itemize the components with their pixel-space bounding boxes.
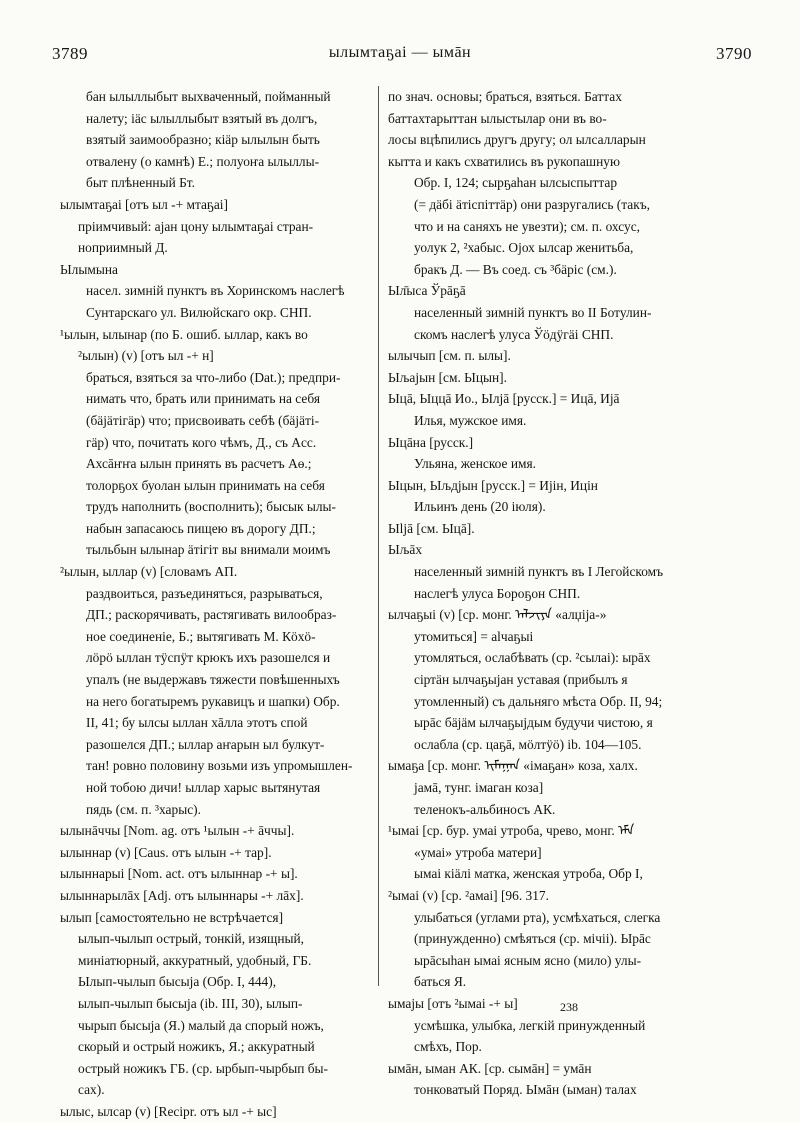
left-column-line: разошелся ДП.; ыллар аҥарын ыл булкут- [86,736,325,752]
left-column-line: взятый заимообразно; кіäр ылылын быть [86,132,320,148]
left-column-line: Ахсāҥҥа ылын принять въ расчетъ Аө.; [86,456,312,472]
right-column-line: лосы вцѣпились другъ другу; ол ылсалларын [388,132,646,148]
right-column-line: ымаҕа [ср. монг. ᠢᠮᠠᠭᠠᠨ «імаҕан» коза, халх. [388,758,638,774]
right-column-line: (= дäбі äтіспіттäр) они разругались (такъ, [414,196,651,212]
right-column-line: ырāсыһан ымаі ясным ясно (мило) улы- [414,952,642,968]
left-column-line: прiимчивый: аjан цону ылымтаҕаі стран- [78,218,314,234]
right-column-line: Ыцāна [русск.] [388,434,474,450]
right-column-line: наслегѣ улуса Бороҕон СНП. [414,585,581,601]
right-column-line: утомиться] = аlчаҕыі [414,628,534,644]
right-column-line: ослабла (ср. цаҕā, мöлтÿö) ib. 104—105. [414,736,642,752]
left-column-line: ²ылын, ыллар (v) [словамъ АП. [60,564,238,580]
page-number-left: 3789 [52,44,88,63]
right-column-line: утомленный) съ дальняго мѣста Обр. II, 94; [414,693,663,709]
right-column-line: сіртäн ылчаҕыјан уставая (прибылъ я [414,672,628,688]
left-column-line: ылыннарылāх [Adj. отъ ылыннары -+ лāх]. [60,887,304,903]
left-column-line: толорҕох буолан ылын принимать на себя [86,477,325,493]
left-column-line: Ылымына [60,261,118,277]
left-column-line: ылынāччы [Nom. ag. отъ ¹ылын -+ āччы]. [60,823,295,839]
right-column-line: населенный зимній пунктъ во II Ботулин- [414,304,652,320]
right-column-line: ымāн, ыман АК. [ср. сымāн] = умāн [388,1060,592,1076]
right-column-line: утомляться, ослабѣвать (ср. ²сылаі): ырāх [414,650,651,666]
left-column-line: быт плѣненный Бт. [86,175,195,191]
left-column-line: острый ножикъ ГБ. (ср. ырбып-чырбып бы- [78,1060,328,1076]
left-column-line: (бäjäтiгäр) что; присвоивать себѣ (бäjäті- [86,412,320,428]
right-column-line: «умаі» утроба матери] [414,844,542,860]
left-column-line: ылып-чылып бысыја (ib. III, 30), ылып- [78,995,303,1011]
left-column-line: пядь (см. п. ³харыс). [86,801,201,817]
page-number-right: 3790 [716,44,752,63]
left-column-line: тыльбын ылынар äтігіт вы внимали моимъ [86,542,331,558]
left-column-line: трудъ наполнить (восполнить); бысык ылы- [86,499,336,515]
right-column-line: по знач. основы; браться, взяться. Баттах [388,89,622,104]
left-column-line: гäр) что, почитать кого чѣмъ, Д., съ Acc. [86,434,317,450]
left-column-line: лöрö ыллан тÿспÿт крюкъ ихъ разошелся и [86,650,331,666]
left-column-line: тан! ровно половину возьми изъ упромышлен- [86,758,353,774]
right-column-line: Ыл̄ыса Ўрāҕā [388,283,466,299]
right-column-line: Ыцā, Ыццā Ио., Ылjā [русск.] = Ицā, Ијā [388,391,620,407]
right-column-line: ылычып [см. п. ылы]. [388,348,511,364]
left-column-line: Сунтарскаго ул. Вилюйскаго окр. СНП. [86,304,312,320]
left-column-line: ылып-чылып острый, тонкій, изящный, [78,931,304,947]
right-column-line: Обр. I, 124; сырҕаһан ылсыспыттар [414,175,618,191]
left-column-line: ылып [самостоятельно не встрѣчается] [60,909,284,925]
left-column-line: сах). [78,1082,105,1098]
right-column-line: что и на саняхъ не увезти); см. п. охсус, [414,218,640,234]
right-column-line: скомъ наслегѣ улуса Ўöдÿгäі СНП. [414,326,614,342]
right-column-line: ылчаҕыі (v) [ср. монг. ᠠᠯᠵᠢᠶᠠ «алџіја-» [388,607,607,623]
left-column-line: налету; іäс ылыллыбыт взятый въ долгъ, [86,110,318,126]
right-column-line: населенный зимній пунктъ въ I Легойскомъ [414,564,664,580]
right-column-line: бракъ Д. — Въ соед. съ ³бäріс (см.). [414,261,617,277]
right-column-line: кытта и какъ схватились въ рукопашную [388,153,620,169]
right-column-line: ¹ымаі [ср. бур. умаі утроба, чрево, монг. ᠡᠮᠡ [388,823,635,839]
right-column-line: Ульяна, женское имя. [414,456,536,472]
right-column-line: баться Я. [414,974,467,990]
right-column-line: Ыљајын [см. Ыцын]. [388,369,507,385]
right-column-line: улыбаться (углами рта), усмѣхаться, слегка [414,909,661,925]
right-column-line: усмѣшка, улыбка, легкій принужденный [414,1017,646,1033]
left-column-line: II, 41; бу ылсы ыллан хāлла этотъ спой [86,715,308,731]
left-column-line: ное соединеніе, Б.; вытягивать М. Кöхö- [86,628,316,644]
right-column-line: тонковатый Поряд. Ымāн (ыман) талах [414,1082,637,1098]
left-column-line: бан ылыллыбыт выхваченный, пойманный [86,89,331,104]
left-column-line: отвалену (о камнѣ) Е.; полуоҥа ылыллы- [86,153,320,169]
left-column-line: ылыннар (v) [Caus. отъ ылын -+ тар]. [60,844,272,860]
right-column-line: ²ымаі (v) [ср. ²амаі] [96. 317. [388,887,549,903]
left-column-line: нимать что, брать или принимать на себя [86,391,320,407]
left-column-line: ¹ылын, ылынар (по Б. ошиб. ыллар, какъ во [60,326,308,342]
right-column-line: баттахтарыттан ылыстылар они въ во- [388,110,607,126]
left-column-line: набын запасаюсь пищею въ дорогу ДП.; [86,520,316,536]
left-column-line: ылыннарыі [Nom. act. отъ ылыннар -+ ы]. [60,866,298,882]
left-column-line: ылымтаҕаі [отъ ыл -+ мтаҕаі] [60,196,228,212]
right-column-line: Ыљāх [388,542,423,558]
left-column-line: ноприимный Д. [78,240,168,256]
right-column-line: ымаі кіäлі матка, женская утроба, Обр I, [414,866,643,882]
left-column-line: скорый и острый ножикъ, Я.; аккуратный [78,1039,315,1055]
right-column-line: ырāс бäјäм ылчаҕыјдым будучи чистою, я [414,715,653,731]
right-column [388,86,736,1101]
right-column-line: (принужденно) смѣяться (ср. мічіі). Ырāс [414,931,651,947]
left-column [60,86,408,1123]
left-column-line: раздвоиться, разъединяться, разрываться, [86,585,323,601]
column-divider [378,86,379,986]
left-column-line: на него богатыремъ рукавицъ и шапки) Обр. [86,693,340,709]
right-column-line: ымајы [отъ ²ымаі -+ ы] [388,995,518,1011]
left-column-line: ²ылын) (v) [отъ ыл -+ н] [78,348,214,364]
left-column-line: ылыс, ылсар (v) [Recipr. отъ ыл -+ ыс] [60,1103,277,1119]
left-column-line: насел. зимній пунктъ въ Хоринскомъ наслегѣ [86,283,345,299]
right-column-line: теленокъ-альбиносъ АК. [414,801,556,817]
left-column-line: ДП.; раскорячивать, растягивать вилообраз- [86,607,337,623]
right-column-line: Ыljā [см. Ыцā]. [388,520,475,536]
left-column-line: браться, взяться за что-либо (Dat.); предпри- [86,369,341,385]
right-column-line: смѣхъ, Пор. [414,1039,482,1055]
left-column-line: ной тобою дичи! ыллар харыс вытянутая [86,780,321,795]
left-column-line: Ылып-чылып бысыја (Обр. I, 444), [78,974,277,990]
right-column-line: Илья, мужское имя. [414,412,527,428]
running-header: ылымтаҕаі — ымāн [328,44,472,61]
right-column-line: јамā, тунг. імаган коза] [414,780,544,795]
right-column-line: Ильинъ день (20 іюля). [414,499,546,515]
left-column-line: упалъ (не выдержавъ тяжести повѣшенныхъ [86,672,340,688]
left-column-line: чырып бысыја (Я.) малый да спорый ножъ, [78,1017,324,1033]
right-column-line: Ыцын, Ыљдјын [русск.] = Ијін, Ицін [388,477,598,493]
left-column-line: миніатюрный, аккуратный, удобный, ГБ. [78,952,312,968]
sheet-number: 238 [560,1000,578,1014]
right-column-line: уолук 2, ²хабыс. Ојох ылсар женитьба, [414,240,634,256]
